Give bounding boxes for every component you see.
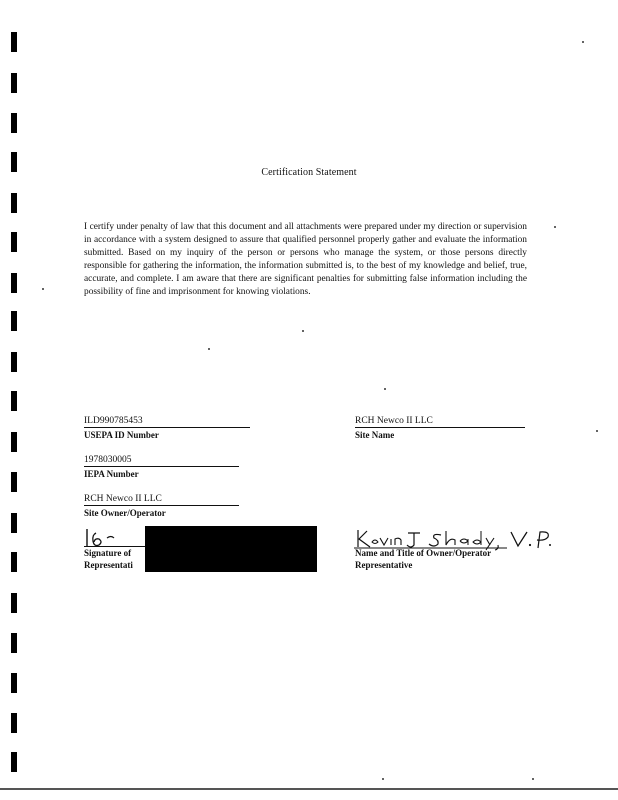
binder-hole-mark [11, 713, 17, 733]
binder-hole-mark [11, 32, 17, 52]
signature-label-line2: Representati [84, 560, 133, 570]
binder-hole-mark [11, 352, 17, 372]
usepa-id-line [84, 427, 250, 428]
site-name-line [355, 427, 525, 428]
name-title-label: Name and Title of Owner/Operator [355, 548, 492, 558]
binder-hole-mark [11, 593, 17, 613]
usepa-id-label: USEPA ID Number [84, 430, 159, 440]
binder-hole-mark [11, 113, 17, 133]
binder-hole-mark [11, 73, 17, 93]
binder-hole-mark [11, 273, 17, 293]
name-title-label-line2: Representative [355, 560, 413, 570]
iepa-number-value: 1978030005 [84, 455, 132, 465]
scan-speck [302, 330, 304, 332]
iepa-number-label: IEPA Number [84, 469, 139, 479]
usepa-id-value: ILD990785453 [84, 416, 143, 426]
binder-hole-mark [11, 472, 17, 492]
iepa-number-line [84, 466, 239, 467]
binder-hole-mark [11, 552, 17, 572]
scan-speck [384, 388, 386, 390]
binder-hole-mark [11, 752, 17, 772]
binder-hole-mark [11, 193, 17, 213]
binder-hole-mark [11, 633, 17, 653]
binder-hole-mark [11, 513, 17, 533]
binder-hole-mark [11, 391, 17, 411]
redaction-box [145, 526, 317, 572]
scan-speck [596, 430, 598, 432]
scan-speck [532, 778, 534, 780]
document-title: Certification Statement [261, 167, 357, 178]
scan-speck [42, 288, 44, 290]
binder-hole-mark [11, 673, 17, 693]
site-owner-line [84, 505, 239, 506]
site-owner-label: Site Owner/Operator [84, 508, 166, 518]
scan-speck [208, 348, 210, 350]
binder-hole-mark [11, 432, 17, 452]
scan-speck [582, 41, 584, 43]
site-name-value: RCH Newco II LLC [355, 416, 433, 426]
scan-speck [554, 226, 556, 228]
binder-hole-mark [11, 232, 17, 252]
binder-hole-mark [11, 311, 17, 331]
certification-statement: I certify under penalty of law that this document and all attachments were prepared under my direction or supervision in accordance with a system designed to assure that qualified personnel properly gather and evaluate the information submitted. Based on my inquiry of the person or persons who manage the system, or those persons directly responsible for gathering the information, the information submitted is, to the best of my knowledge and belief, true, accurate, and complete. I am aware that there are significant penalties for submitting false information including the possibility of fine and imprisonment for knowing violations. [84, 222, 527, 298]
scan-bottom-edge [0, 788, 618, 790]
site-name-label: Site Name [355, 430, 395, 440]
signature-label: Signature of [84, 548, 132, 558]
scan-speck [382, 778, 384, 780]
site-owner-value: RCH Newco II LLC [84, 494, 162, 504]
